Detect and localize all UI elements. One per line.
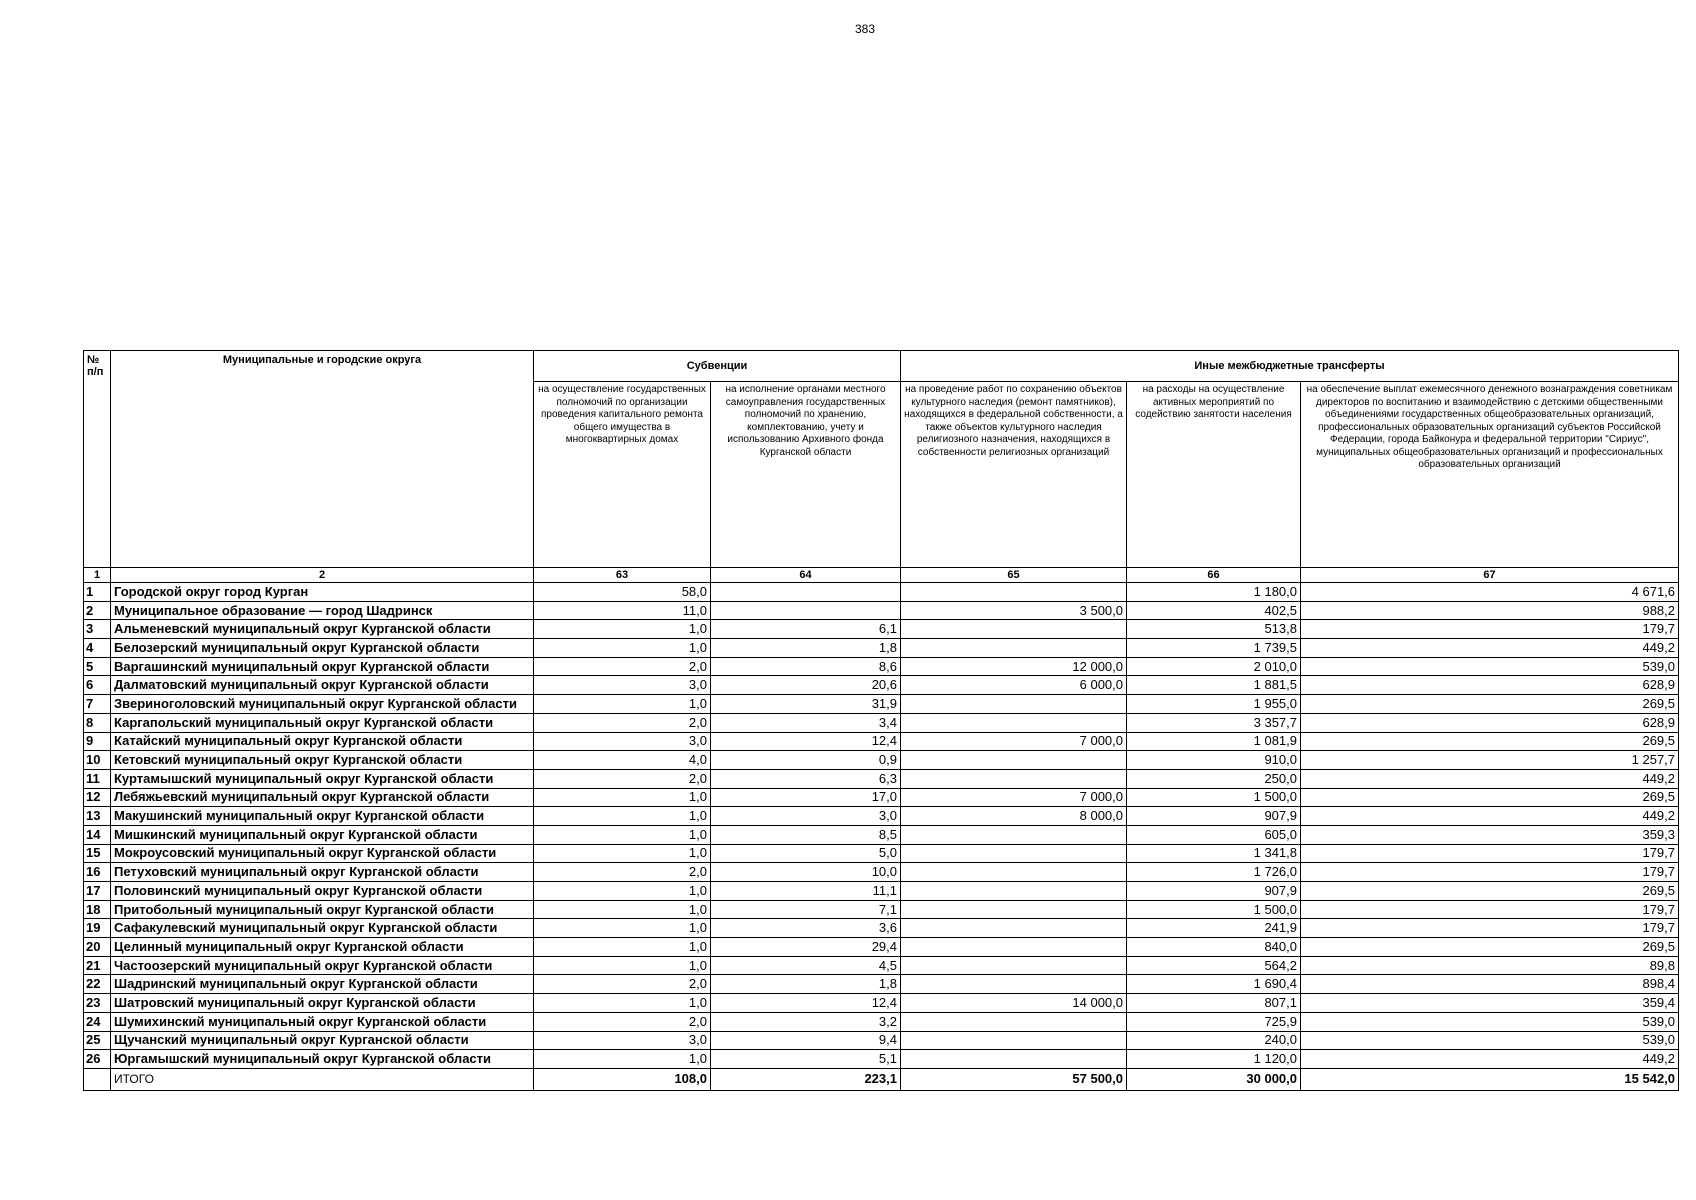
row-c64-cell: 9,4 bbox=[711, 1031, 901, 1050]
row-c64-cell: 11,1 bbox=[711, 882, 901, 901]
row-num-cell: 6 bbox=[84, 676, 111, 695]
row-c64-cell: 7,1 bbox=[711, 900, 901, 919]
row-c64-cell: 3,0 bbox=[711, 807, 901, 826]
row-c65-cell bbox=[901, 639, 1127, 658]
row-c65-cell bbox=[901, 882, 1127, 901]
row-c65-cell: 7 000,0 bbox=[901, 788, 1127, 807]
row-c65-cell bbox=[901, 975, 1127, 994]
row-c65-cell bbox=[901, 1031, 1127, 1050]
row-c63-cell: 2,0 bbox=[534, 975, 711, 994]
table-row bbox=[84, 639, 1679, 658]
table-header bbox=[84, 351, 1679, 583]
row-c65-cell bbox=[901, 938, 1127, 957]
row-c64-cell: 20,6 bbox=[711, 676, 901, 695]
header-col63-desc: на осуществление государственных полномочий по организации проведения капитального ремонта общего имущества в многоквартирных домах bbox=[534, 382, 711, 568]
row-c67-cell: 4 671,6 bbox=[1301, 583, 1679, 602]
table-row bbox=[84, 769, 1679, 788]
row-c63-cell: 3,0 bbox=[534, 676, 711, 695]
row-c63-cell: 1,0 bbox=[534, 825, 711, 844]
row-name-cell: Шатровский муниципальный округ Курганской области bbox=[111, 994, 534, 1013]
table-row bbox=[84, 657, 1679, 676]
row-c64-cell: 12,4 bbox=[711, 994, 901, 1013]
table-row bbox=[84, 676, 1679, 695]
row-c63-cell: 1,0 bbox=[534, 639, 711, 658]
row-name-cell: Варгашинский муниципальный округ Курганской области bbox=[111, 657, 534, 676]
row-c65-cell bbox=[901, 1012, 1127, 1031]
row-c63-cell: 1,0 bbox=[534, 900, 711, 919]
row-c64-cell: 4,5 bbox=[711, 956, 901, 975]
row-c63-cell: 2,0 bbox=[534, 769, 711, 788]
table-row bbox=[84, 807, 1679, 826]
row-c67-cell: 449,2 bbox=[1301, 769, 1679, 788]
row-c67-cell: 269,5 bbox=[1301, 938, 1679, 957]
total-c66: 30 000,0 bbox=[1127, 1068, 1301, 1090]
table-row bbox=[84, 919, 1679, 938]
table-row bbox=[84, 825, 1679, 844]
row-name-cell: Кетовский муниципальный округ Курганской области bbox=[111, 751, 534, 770]
table-row bbox=[84, 900, 1679, 919]
row-c64-cell: 29,4 bbox=[711, 938, 901, 957]
row-c64-cell: 8,6 bbox=[711, 657, 901, 676]
row-c66-cell: 1 881,5 bbox=[1127, 676, 1301, 695]
header-index-1: 1 bbox=[84, 568, 111, 583]
row-name-cell: Притобольный муниципальный округ Курганской области bbox=[111, 900, 534, 919]
row-c63-cell: 2,0 bbox=[534, 713, 711, 732]
row-c65-cell bbox=[901, 751, 1127, 770]
total-num-cell bbox=[84, 1068, 111, 1090]
total-c64: 223,1 bbox=[711, 1068, 901, 1090]
row-c63-cell: 11,0 bbox=[534, 601, 711, 620]
row-name-cell: Мишкинский муниципальный округ Курганской области bbox=[111, 825, 534, 844]
row-c63-cell: 1,0 bbox=[534, 956, 711, 975]
row-num-cell: 20 bbox=[84, 938, 111, 957]
row-c66-cell: 907,9 bbox=[1127, 807, 1301, 826]
row-c67-cell: 179,7 bbox=[1301, 620, 1679, 639]
row-num-cell: 18 bbox=[84, 900, 111, 919]
row-c67-cell: 628,9 bbox=[1301, 676, 1679, 695]
row-c64-cell: 3,4 bbox=[711, 713, 901, 732]
row-num-cell: 22 bbox=[84, 975, 111, 994]
row-c65-cell bbox=[901, 1050, 1127, 1069]
header-num-col: № п/п bbox=[84, 351, 111, 568]
table-row bbox=[84, 956, 1679, 975]
row-c65-cell: 6 000,0 bbox=[901, 676, 1127, 695]
row-c65-cell: 14 000,0 bbox=[901, 994, 1127, 1013]
row-name-cell: Половинский муниципальный округ Курганской области bbox=[111, 882, 534, 901]
row-c64-cell: 6,1 bbox=[711, 620, 901, 639]
table-row bbox=[84, 713, 1679, 732]
row-c65-cell: 8 000,0 bbox=[901, 807, 1127, 826]
row-num-cell: 2 bbox=[84, 601, 111, 620]
row-name-cell: Частоозерский муниципальный округ Курганской области bbox=[111, 956, 534, 975]
row-name-cell: Щучанский муниципальный округ Курганской области bbox=[111, 1031, 534, 1050]
row-num-cell: 9 bbox=[84, 732, 111, 751]
row-c67-cell: 359,4 bbox=[1301, 994, 1679, 1013]
header-group-subventions: Субвенции bbox=[534, 351, 901, 382]
row-c63-cell: 3,0 bbox=[534, 732, 711, 751]
row-c63-cell: 2,0 bbox=[534, 1012, 711, 1031]
page-number: 383 bbox=[854, 22, 876, 36]
row-c64-cell: 0,9 bbox=[711, 751, 901, 770]
row-c67-cell: 539,0 bbox=[1301, 1031, 1679, 1050]
row-c65-cell bbox=[901, 863, 1127, 882]
row-name-cell: Куртамышский муниципальный округ Курганской области bbox=[111, 769, 534, 788]
table-total bbox=[84, 1068, 1679, 1090]
row-c65-cell bbox=[901, 900, 1127, 919]
row-num-cell: 17 bbox=[84, 882, 111, 901]
total-c63: 108,0 bbox=[534, 1068, 711, 1090]
row-c67-cell: 179,7 bbox=[1301, 900, 1679, 919]
row-c63-cell: 2,0 bbox=[534, 863, 711, 882]
row-c67-cell: 359,3 bbox=[1301, 825, 1679, 844]
row-name-cell: Юргамышский муниципальный округ Курганской области bbox=[111, 1050, 534, 1069]
row-c66-cell: 1 739,5 bbox=[1127, 639, 1301, 658]
header-index-66: 66 bbox=[1127, 568, 1301, 583]
row-c66-cell: 402,5 bbox=[1127, 601, 1301, 620]
row-c65-cell bbox=[901, 919, 1127, 938]
row-name-cell: Городской округ город Курган bbox=[111, 583, 534, 602]
row-c64-cell: 3,6 bbox=[711, 919, 901, 938]
row-c64-cell: 31,9 bbox=[711, 695, 901, 714]
row-c66-cell: 1 955,0 bbox=[1127, 695, 1301, 714]
row-c63-cell: 1,0 bbox=[534, 882, 711, 901]
row-c66-cell: 2 010,0 bbox=[1127, 657, 1301, 676]
row-name-cell: Сафакулевский муниципальный округ Курганской области bbox=[111, 919, 534, 938]
header-index-64: 64 bbox=[711, 568, 901, 583]
row-num-cell: 10 bbox=[84, 751, 111, 770]
row-num-cell: 11 bbox=[84, 769, 111, 788]
row-c64-cell: 1,8 bbox=[711, 639, 901, 658]
row-c64-cell: 3,2 bbox=[711, 1012, 901, 1031]
row-c66-cell: 241,9 bbox=[1127, 919, 1301, 938]
row-c66-cell: 1 726,0 bbox=[1127, 863, 1301, 882]
row-c66-cell: 1 500,0 bbox=[1127, 788, 1301, 807]
row-c64-cell: 10,0 bbox=[711, 863, 901, 882]
table-row bbox=[84, 620, 1679, 639]
row-c63-cell: 1,0 bbox=[534, 919, 711, 938]
table-row bbox=[84, 975, 1679, 994]
row-c67-cell: 179,7 bbox=[1301, 919, 1679, 938]
table-body bbox=[84, 583, 1679, 1069]
row-c63-cell: 1,0 bbox=[534, 807, 711, 826]
total-c67: 15 542,0 bbox=[1301, 1068, 1679, 1090]
row-c63-cell: 2,0 bbox=[534, 657, 711, 676]
row-c64-cell: 12,4 bbox=[711, 732, 901, 751]
row-num-cell: 13 bbox=[84, 807, 111, 826]
row-name-cell: Белозерский муниципальный округ Курганской области bbox=[111, 639, 534, 658]
row-c63-cell: 3,0 bbox=[534, 1031, 711, 1050]
row-c64-cell bbox=[711, 583, 901, 602]
row-c67-cell: 269,5 bbox=[1301, 732, 1679, 751]
header-col67-desc: на обеспечение выплат ежемесячного денежного вознаграждения советникам директоров по воспитанию и взаимодействию с детскими общественными объединениями государственных общеобразовательных организаций, профессиональных образовательных организаций субъектов Российской Федерации, города Байконура и федеральной территории "Сириус", муниципальных общеобразовательных организаций и профессиональных образовательных организаций bbox=[1301, 382, 1679, 568]
row-c66-cell: 250,0 bbox=[1127, 769, 1301, 788]
row-c63-cell: 1,0 bbox=[534, 788, 711, 807]
row-num-cell: 7 bbox=[84, 695, 111, 714]
header-col65-desc: на проведение работ по сохранению объектов культурного наследия (ремонт памятников), находящихся в федеральной собственности, а также объектов культурного наследия религиозного назначения, находящихся в собственности религиозных организаций bbox=[901, 382, 1127, 568]
row-num-cell: 24 bbox=[84, 1012, 111, 1031]
row-num-cell: 4 bbox=[84, 639, 111, 658]
row-c66-cell: 1 690,4 bbox=[1127, 975, 1301, 994]
row-c66-cell: 605,0 bbox=[1127, 825, 1301, 844]
table-row bbox=[84, 994, 1679, 1013]
table-row bbox=[84, 1031, 1679, 1050]
row-name-cell: Шумихинский муниципальный округ Курганской области bbox=[111, 1012, 534, 1031]
total-c65: 57 500,0 bbox=[901, 1068, 1127, 1090]
row-num-cell: 1 bbox=[84, 583, 111, 602]
row-c64-cell: 8,5 bbox=[711, 825, 901, 844]
row-c63-cell: 1,0 bbox=[534, 938, 711, 957]
row-c63-cell: 1,0 bbox=[534, 1050, 711, 1069]
row-c67-cell: 539,0 bbox=[1301, 657, 1679, 676]
row-c66-cell: 1 341,8 bbox=[1127, 844, 1301, 863]
row-num-cell: 23 bbox=[84, 994, 111, 1013]
row-name-cell: Далматовский муниципальный округ Курганской области bbox=[111, 676, 534, 695]
row-c66-cell: 240,0 bbox=[1127, 1031, 1301, 1050]
row-c65-cell bbox=[901, 583, 1127, 602]
budget-table bbox=[83, 350, 1679, 1091]
row-num-cell: 8 bbox=[84, 713, 111, 732]
row-c63-cell: 1,0 bbox=[534, 994, 711, 1013]
row-c67-cell: 898,4 bbox=[1301, 975, 1679, 994]
row-c66-cell: 1 120,0 bbox=[1127, 1050, 1301, 1069]
row-c67-cell: 89,8 bbox=[1301, 956, 1679, 975]
row-num-cell: 5 bbox=[84, 657, 111, 676]
total-label: ИТОГО bbox=[111, 1068, 534, 1090]
row-c65-cell bbox=[901, 825, 1127, 844]
row-c67-cell: 1 257,7 bbox=[1301, 751, 1679, 770]
table-row bbox=[84, 751, 1679, 770]
row-c66-cell: 1 180,0 bbox=[1127, 583, 1301, 602]
row-num-cell: 14 bbox=[84, 825, 111, 844]
row-c65-cell bbox=[901, 769, 1127, 788]
row-c63-cell: 1,0 bbox=[534, 695, 711, 714]
row-num-cell: 25 bbox=[84, 1031, 111, 1050]
row-c66-cell: 513,8 bbox=[1127, 620, 1301, 639]
row-c66-cell: 725,9 bbox=[1127, 1012, 1301, 1031]
header-index-65: 65 bbox=[901, 568, 1127, 583]
row-c64-cell: 17,0 bbox=[711, 788, 901, 807]
row-name-cell: Катайский муниципальный округ Курганской области bbox=[111, 732, 534, 751]
table-row bbox=[84, 732, 1679, 751]
row-num-cell: 16 bbox=[84, 863, 111, 882]
row-name-cell: Альменевский муниципальный округ Курганской области bbox=[111, 620, 534, 639]
row-num-cell: 3 bbox=[84, 620, 111, 639]
header-index-63: 63 bbox=[534, 568, 711, 583]
row-c65-cell: 3 500,0 bbox=[901, 601, 1127, 620]
row-c67-cell: 269,5 bbox=[1301, 695, 1679, 714]
row-c67-cell: 449,2 bbox=[1301, 1050, 1679, 1069]
row-c64-cell: 5,1 bbox=[711, 1050, 901, 1069]
row-num-cell: 15 bbox=[84, 844, 111, 863]
row-name-cell: Звериноголовский муниципальный округ Курганской области bbox=[111, 695, 534, 714]
row-num-cell: 26 bbox=[84, 1050, 111, 1069]
row-c67-cell: 179,7 bbox=[1301, 844, 1679, 863]
table-row bbox=[84, 1050, 1679, 1069]
row-c64-cell: 1,8 bbox=[711, 975, 901, 994]
row-c64-cell bbox=[711, 601, 901, 620]
row-c66-cell: 840,0 bbox=[1127, 938, 1301, 957]
row-name-cell: Шадринский муниципальный округ Курганской области bbox=[111, 975, 534, 994]
budget-table-container bbox=[83, 350, 1679, 1091]
row-c63-cell: 1,0 bbox=[534, 844, 711, 863]
row-name-cell: Макушинский муниципальный округ Курганской области bbox=[111, 807, 534, 826]
total-row bbox=[84, 1068, 1679, 1090]
row-c65-cell bbox=[901, 956, 1127, 975]
row-c67-cell: 539,0 bbox=[1301, 1012, 1679, 1031]
table-row bbox=[84, 1012, 1679, 1031]
table-row bbox=[84, 882, 1679, 901]
row-c67-cell: 449,2 bbox=[1301, 639, 1679, 658]
table-row bbox=[84, 863, 1679, 882]
row-c65-cell: 7 000,0 bbox=[901, 732, 1127, 751]
row-c66-cell: 907,9 bbox=[1127, 882, 1301, 901]
header-index-67: 67 bbox=[1301, 568, 1679, 583]
row-num-cell: 19 bbox=[84, 919, 111, 938]
row-name-cell: Целинный муниципальный округ Курганской области bbox=[111, 938, 534, 957]
row-c67-cell: 988,2 bbox=[1301, 601, 1679, 620]
row-name-cell: Петуховский муниципальный округ Курганской области bbox=[111, 863, 534, 882]
row-c67-cell: 449,2 bbox=[1301, 807, 1679, 826]
row-c64-cell: 6,3 bbox=[711, 769, 901, 788]
header-index-2: 2 bbox=[111, 568, 534, 583]
row-c65-cell bbox=[901, 713, 1127, 732]
row-c65-cell bbox=[901, 844, 1127, 863]
row-c65-cell: 12 000,0 bbox=[901, 657, 1127, 676]
table-row bbox=[84, 938, 1679, 957]
row-c66-cell: 1 500,0 bbox=[1127, 900, 1301, 919]
row-c67-cell: 628,9 bbox=[1301, 713, 1679, 732]
row-num-cell: 12 bbox=[84, 788, 111, 807]
row-c63-cell: 1,0 bbox=[534, 620, 711, 639]
row-c65-cell bbox=[901, 695, 1127, 714]
row-c66-cell: 1 081,9 bbox=[1127, 732, 1301, 751]
header-col64-desc: на исполнение органами местного самоуправления государственных полномочий по хранению, комплектованию, учету и использованию Архивного фонда Курганской области bbox=[711, 382, 901, 568]
row-name-cell: Каргапольский муниципальный округ Курганской области bbox=[111, 713, 534, 732]
table-row bbox=[84, 601, 1679, 620]
row-c67-cell: 269,5 bbox=[1301, 882, 1679, 901]
row-num-cell: 21 bbox=[84, 956, 111, 975]
header-col66-desc: на расходы на осуществление активных мероприятий по содействию занятости населения bbox=[1127, 382, 1301, 568]
table-row bbox=[84, 788, 1679, 807]
row-name-cell: Мокроусовский муниципальный округ Курганской области bbox=[111, 844, 534, 863]
row-c66-cell: 910,0 bbox=[1127, 751, 1301, 770]
table-row bbox=[84, 844, 1679, 863]
header-name-col: Муниципальные и городские округа bbox=[111, 351, 534, 568]
row-c63-cell: 4,0 bbox=[534, 751, 711, 770]
header-group-other-transfers: Иные межбюджетные трансферты bbox=[901, 351, 1679, 382]
row-name-cell: Муниципальное образование — город Шадринск bbox=[111, 601, 534, 620]
row-c67-cell: 269,5 bbox=[1301, 788, 1679, 807]
row-c64-cell: 5,0 bbox=[711, 844, 901, 863]
table-row bbox=[84, 695, 1679, 714]
row-c65-cell bbox=[901, 620, 1127, 639]
row-c66-cell: 3 357,7 bbox=[1127, 713, 1301, 732]
row-name-cell: Лебяжьевский муниципальный округ Курганской области bbox=[111, 788, 534, 807]
row-c63-cell: 58,0 bbox=[534, 583, 711, 602]
table-row bbox=[84, 583, 1679, 602]
row-c66-cell: 564,2 bbox=[1127, 956, 1301, 975]
row-c66-cell: 807,1 bbox=[1127, 994, 1301, 1013]
row-c67-cell: 179,7 bbox=[1301, 863, 1679, 882]
